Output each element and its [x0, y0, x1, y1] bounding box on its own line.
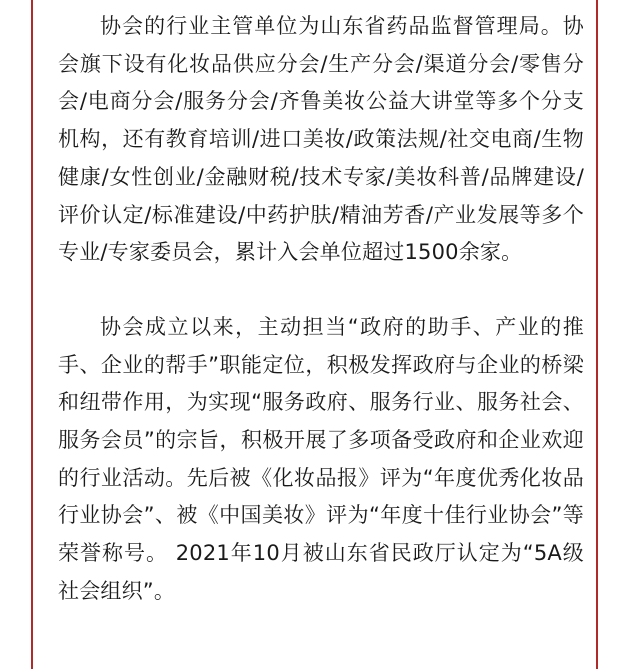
article-body	[58, 8, 584, 611]
left-border-line	[31, 0, 33, 669]
paragraph-achievements: 协会成立以来，主动担当“政府的助手、产业的推手、企业的帮手”职能定位，积极发挥政府与企业的桥梁和纽带作用，为实现“服务政府、服务行业、服务社会、服务会员”的宗旨，积极开展了多项备受政府和企业欢迎的行业活动。先后被《化妆品报》评为“年度优秀化妆品行业协会”、被《中国美妆》评为“年度十佳行业协会”等荣誉称号。 2021年10月被山东省民政厅认定为“5A级社会组织”。	[58, 314, 584, 603]
paragraph-industry-overview: 协会的行业主管单位为山东省药品监督管理局。协会旗下设有化妆品供应分会/生产分会/渠道分会/零售分会/电商分会/服务分会/齐鲁美妆公益大讲堂等多个分支机构，还有教育培训/进口美妆/政策法规/社交电商/生物健康/女性创业/金融财税/技术专家/美妆科普/品牌建设/评价认定/标准建设/中药护肤/精油芳香/产业发展等多个专业/专家委员会，累计入会单位超过1500余家。	[58, 14, 584, 265]
right-border-line	[596, 0, 598, 669]
